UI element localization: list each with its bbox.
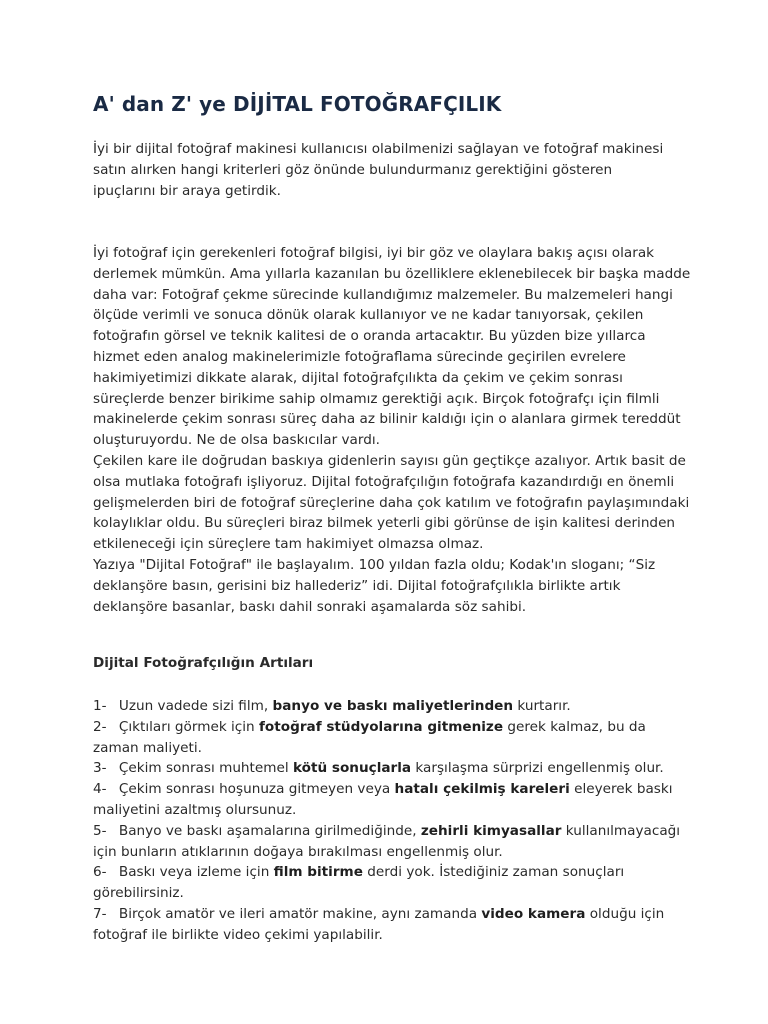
list-number: 7-: [93, 905, 107, 922]
body-paragraph: Çekilen kare ile doğrudan baskıya gidenlerin sayısı gün geçtikçe azalıyor. Artık basit de olsa mutlaka fotoğrafı işliyoruz. Dijital fotoğrafçılığın fotoğrafa kazandırdığı en önemli gelişmelerden biri de fotoğraf süreçlerine daha çok katılım ve fotoğrafın paylaşımındaki kolaylıklar oldu. Bu süreçleri biraz bilmek yeterli gibi görünse de işin kalitesi derinden etkileneceği için süreçlere tam hakimiyet olmazsa olmaz.: [93, 452, 690, 553]
list-text: gerek kalmaz, bu da zaman maliyeti.: [93, 718, 646, 756]
body-paragraph: İyi fotoğraf için gerekenleri fotoğraf bilgisi, iyi bir göz ve olaylara bakış açısı olarak derlemek mümkün. Ama yıllarla kazanılan bu özelliklere eklenebilecek bir başka madde daha var: Fotoğraf çekme sürecinde kullandığımız malzemeler. Bu malzemeleri hangi ölçüde verimli ve sonuca dönük olarak kullanıyor ve ne kadar tanıyorsak, çekilen fotoğrafın görsel ve teknik kalitesi de o oranda artacaktır. Bu yüzden bize yıllarca hizmet eden analog makinelerimizle fotoğraflama sürecinde geçirilen evrelere hakimiyetimizi dikkate alarak, dijital fotoğrafçılıkta da çekim ve çekim sonrası süreçlerde benzer birikime sahip olmamız gerektiği açık. Birçok fotoğrafçı için filmli makinelerde çekim sonrası süreç daha az bilinir kaldığı için o alanlara girmek tereddüt oluşturuyordu. Ne de olsa baskıcılar vardı.: [93, 245, 691, 449]
list-item: [93, 696, 693, 717]
list-text: kurtarır.: [513, 698, 571, 714]
list-text: Çekim sonrası muhtemel: [118, 760, 293, 777]
list-text: Baskı veya izleme için: [118, 864, 274, 881]
list-text: Çıktıları görmek için: [118, 718, 259, 735]
advantages-list: [93, 696, 693, 946]
list-number: 3-: [93, 760, 107, 777]
list-text: Çekim sonrası hoşunuza gitmeyen veya: [118, 781, 395, 798]
list-item: [93, 717, 693, 759]
list-number: 5-: [93, 822, 107, 839]
list-emphasis: kötü sonuçlarla: [292, 760, 412, 777]
list-number: 1-: [93, 698, 107, 714]
list-text: derdi yok. İstediğiniz zaman sonuçları görebilirsiniz.: [93, 864, 625, 902]
page-title: A' dan Z' ye DİJİTAL FOTOĞRAFÇILIK: [93, 92, 502, 116]
list-text: kullanılmayacağı için bunların atıklarının doğaya bırakılması engellenmiş olur.: [93, 822, 681, 860]
body-paragraph: Yazıya "Dijital Fotoğraf" ile başlayalım. 100 yıldan fazla oldu; Kodak'ın sloganı; “Siz deklanşöre basın, gerisini biz hallederiz” idi. Dijital fotoğrafçılıkla birlikte artık deklanşöre basanlar, baskı dahil sonraki aşamalarda söz sahibi.: [93, 556, 656, 615]
section-heading: Dijital Fotoğrafçılığın Artıları: [93, 655, 314, 671]
list-emphasis: hatalı çekilmiş kareleri: [394, 781, 570, 798]
list-item: [93, 779, 693, 821]
list-item: [93, 904, 693, 946]
list-emphasis: fotoğraf stüdyolarına gitmenize: [259, 718, 504, 735]
list-number: 6-: [93, 864, 107, 881]
list-emphasis: banyo ve baskı maliyetlerinden: [272, 698, 514, 714]
list-emphasis: video kamera: [481, 905, 586, 922]
list-number: 4-: [93, 781, 107, 798]
list-text: eleyerek baskı maliyetini azaltmış olursunuz.: [93, 781, 673, 818]
list-text: karşılaşma sürprizi engellenmiş olur.: [411, 760, 664, 777]
list-text: olduğu için fotoğraf ile birlikte video çekimi yapılabilir.: [93, 905, 665, 943]
list-text: Uzun vadede sizi film,: [118, 698, 273, 714]
list-number: 2-: [93, 718, 107, 735]
list-text: Birçok amatör ve ileri amatör makine, aynı zamanda: [118, 905, 482, 922]
list-item: [93, 821, 693, 863]
list-emphasis: film bitirme: [273, 864, 363, 881]
list-item: [93, 862, 693, 904]
list-emphasis: zehirli kimyasallar: [420, 822, 562, 839]
list-text: Banyo ve baskı aşamalarına girilmediğinde,: [118, 822, 421, 839]
body-text: [93, 243, 693, 617]
list-item: [93, 758, 693, 779]
intro-paragraph: İyi bir dijital fotoğraf makinesi kullanıcısı olabilmenizi sağlayan ve fotoğraf makinesi satın alırken hangi kriterleri göz önünde bulundurmanız gerektiğini gösteren ipuçlarını bir araya getirdik.: [93, 141, 664, 199]
